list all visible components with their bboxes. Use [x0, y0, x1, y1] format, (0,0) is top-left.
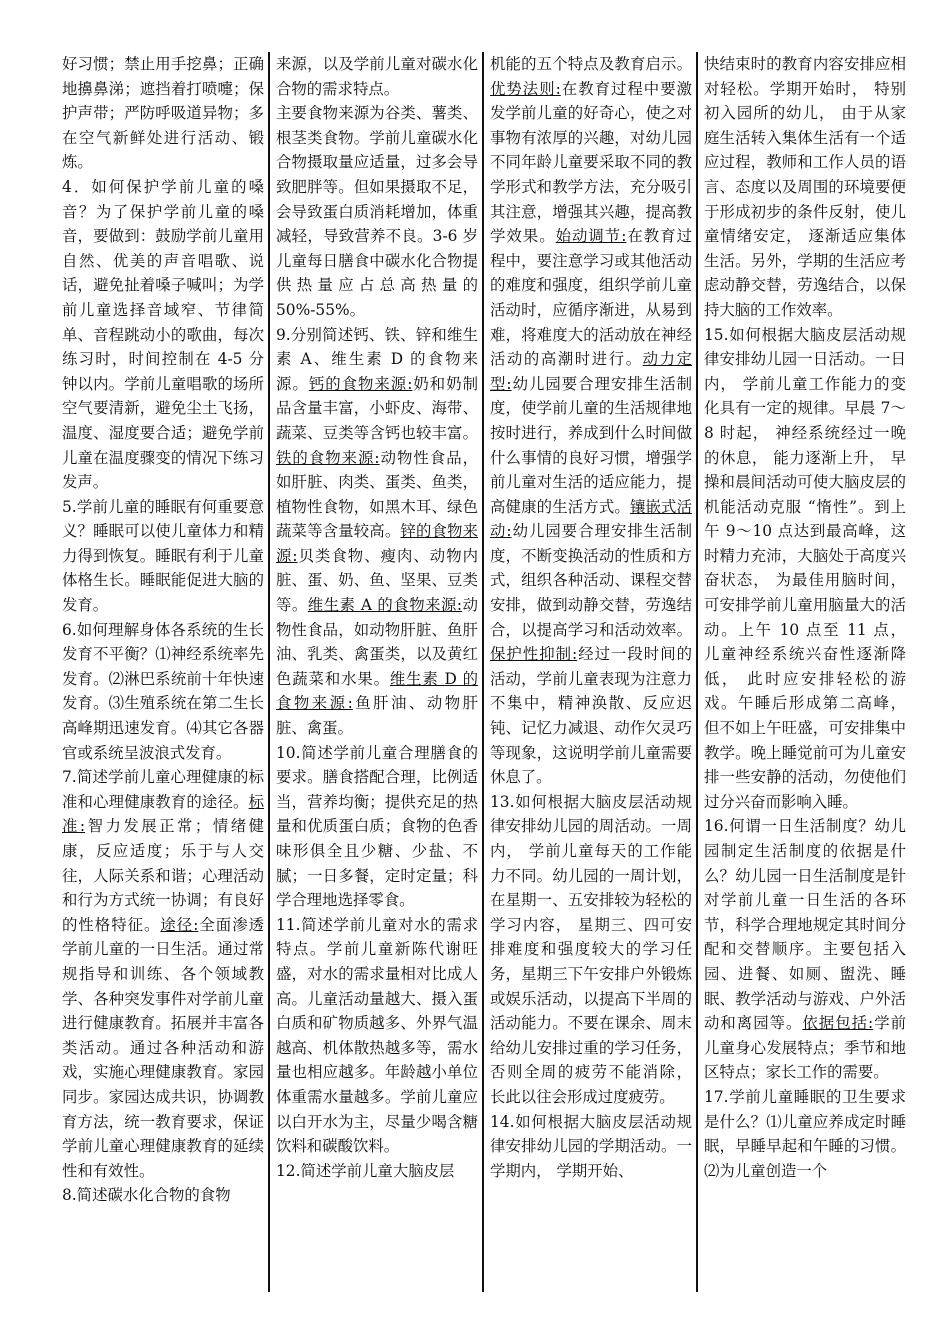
q12-protective-inhibition-text: 经过一段时间的活动，学前儿童表现为注意力不集中，精神涣散、反应迟钝、记忆力减退、动作欠灵巧等现象，这说明学前儿童需要休息了。 [490, 645, 692, 787]
paragraph-q17-sleep-hygiene: 17.学前儿童睡眠的卫生要求是什么？⑴儿童应养成定时睡眠，早睡早起和午睡的习惯。⑵为儿童创造一个 [704, 1087, 906, 1180]
paragraph-q12-answer [490, 52, 692, 790]
q9-vitamin-d-text: 鱼肝油、动物肝脏、禽蛋。 [276, 694, 478, 738]
paragraph-q13-weekly: 13.如何根据大脑皮层活动规律安排幼儿园的周活动。一周内， 学前儿童每天的工作能力不同。幼儿园的一周计划， 在星期一、五安排较为轻松的学习内容， 星期三、四可安排难度和强度较大的学习任务，星期三下午安排户外锻炼或娱乐活动，以提高下半周的活动能力。不要在课余、周末给幼儿安排过重的学习任务， 否则全周的疲劳不能消除， 长此以往会形成过度疲劳。 [490, 792, 692, 1106]
paragraph-q4-voice-protection: 4．如何保护学前儿童的嗓音？为了保护学前儿童的嗓音，要做到：鼓励学前儿童用自然、优美的声音唱歌、说话，避免扯着嗓子喊叫；为学前儿童选择音域窄、节律简单、音程跳动小的歌曲，每次练习时，时间控制在 4-5 分钟以内。学前儿童唱歌的场所空气要清新，避免尘土飞扬，温度、湿度要合适；避免学前儿童在温度骤变的情况下练习发声。 [62, 177, 264, 492]
paragraph-q5-sleep-significance: 5.学前儿童的睡眠有何重要意义？睡眠可以使儿童体力和精力得到恢复。睡眠有利于儿童体格生长。睡眠能促进大脑的发育。 [62, 497, 264, 615]
q12-start-regulation-text: 在教育过程中，要注意学习或其他活动的难度和强度，组织学前儿童活动时，应循序渐进，从易到难，将难度大的活动放在神经活动的高潮时进行。 [490, 227, 692, 369]
q16-question: 16.何谓一日生活制度？幼儿园制定生活制度的依据是什么？幼儿园一日生活制度是针对学前儿童一日生活的各环节，科学合理地规定其时间分配和交替顺序。主要包括入园、进餐、如厕、盥洗、睡眠、教学活动与游戏、户外活动和离园等。 [704, 817, 906, 1033]
q9-vitamin-a-text: 动物性食品，如动物肝脏、鱼肝油、乳类、禽蛋类，以及黄红色蔬菜和水果。 [276, 596, 478, 688]
q12-label-dominance: 优势法则: [490, 79, 561, 98]
document-page [62, 52, 908, 1292]
paragraph-q14-start: 14.如何根据大脑皮层活动规律安排幼儿园的学期活动。一学期内， 学期开始、 [490, 1112, 692, 1180]
q9-zinc-text: 贝类食物、瘦肉、动物内脏、蛋、奶、鱼、坚果、豆类等。 [276, 546, 478, 615]
q7-label-standard: 标准: [62, 792, 264, 836]
text-column-4 [704, 52, 906, 1292]
q12-mosaic-activity-text: 幼儿园要合理安排生活制度，不断变换活动的性质和方式，组织各种活动、课程交替安排，做到动静交替，劳逸结合，以提高学习和活动效率。 [490, 522, 692, 639]
paragraph-q8-continued: 来源，以及学前儿童对碳水化合物的需求特点。 [276, 55, 478, 98]
text-column-3 [490, 52, 692, 1292]
q9-label-vitamin-d: 维生素 D 的食物来源: [276, 669, 478, 713]
paragraph-respiratory-habits: 好习惯；禁止用手挖鼻；正确地擤鼻涕；遮挡着打喷嚏；保护声带；严防呼吸道异物；多在空气新鲜处进行活动、锻炼。 [62, 55, 264, 172]
paragraph-q10-diet: 10.简述学前儿童合理膳食的要求。膳食搭配合理，比例适当，营养均衡；提供充足的热量和优质蛋白质；食物的色香味形俱全且少糖、少盐、不腻；一日多餐，定时定量；科学合理地选择零食。 [276, 743, 478, 910]
q9-calcium-text: 奶和奶制品含量丰富，小虾皮、海带、蔬菜、豆类等含钙也较丰富。 [276, 374, 478, 442]
q12-label-mosaic-activity: 镶嵌式活动: [490, 497, 692, 541]
column-divider-3 [696, 52, 698, 1292]
q7-standard-text: 智力发展正常；情绪健康，反应适度；乐于与人交往，人际关系和谐；心理活动和行为方式统一协调；有良好的性格特征。 [62, 817, 264, 934]
paragraph-q6-uneven-development: 6.如何理解身体各系统的生长发育不平衡？⑴神经系统率先发育。⑵淋巴系统前十年快速发育。⑶生殖系统在第二生长高峰期迅速发育。⑷其它各器官或系统呈波浪式发育。 [62, 620, 264, 762]
q16-basis-text: 学前儿童身心发展特点；季节和地区特点；家长工作的需要。 [704, 1014, 906, 1082]
paragraph-q8-start: 8.简述碳水化合物的食物 [62, 1186, 231, 1205]
q12-dynamic-stereotype-text: 幼儿园要合理安排生活制度，使学前儿童的生活规律地按时进行，养成到什么时间做什么事情的良好习惯，增强学前儿童对生活的适应能力，提高健康的生活方式。 [490, 374, 692, 516]
q16-label-basis: 依据包括: [802, 1014, 874, 1033]
q12-dominance-text: 在教育过程中要激发学前儿童的好奇心，使之对事物有浓厚的兴趣，对幼儿园不同年龄儿童要采取不同的教学形式和教学方法，充分吸引其注意，增强其兴趣，提高教学效果。 [490, 79, 692, 246]
q12-label-dynamic-stereotype: 动力定型: [490, 350, 692, 393]
q9-iron-text: 动物性食品，如肝脏、肉类、蛋类、鱼类，植物性食物，如黑木耳、绿色蔬菜等含量较高。 [276, 448, 478, 541]
column-divider-1 [268, 52, 270, 1292]
paragraph-q8-answer: 主要食物来源为谷类、薯类、根茎类食物。学前儿童碳水化合物摄取量应适量，过多会导致肥胖等。但如果摄取不足，会导致蛋白质消耗增加，体重减轻，导致营养不良。3-6 岁儿童每日膳食中碳水化合物提供热量应占总高热量的 50%-55%。 [276, 104, 478, 319]
q7-label-approach: 途径: [160, 915, 199, 934]
q9-label-zinc: 锌的食物来源: [276, 522, 478, 565]
paragraph-q9-food-sources [276, 323, 478, 741]
q7-approach-text: 全面渗透学前儿童的一日生活。通过常规指导和训练、各个领域教学、各种突发事件对学前儿童进行健康教育。拓展并丰富各类活动。通过各种活动和游戏，实施心理健康教育。家园同步。家园达成共识，协调教育方法，统一教育要求，保证学前儿童心理健康教育的延续性和有效性。 [62, 915, 264, 1180]
q9-label-iron: 铁的食物来源: [276, 448, 380, 467]
q12-label-start-regulation: 始动调节: [555, 227, 627, 246]
text-column-1 [62, 52, 264, 1292]
q12-label-protective-inhibition: 保护性抑制: [490, 645, 578, 664]
paragraph-q11-water: 11.简述学前儿童对水的需求特点。学前儿童新陈代谢旺盛，对水的需求量相对比成人高。儿童活动量越大、摄入蛋白质和矿物质越多、外界气温越高、机体散热越多等，需水量也相应越多。年龄越小单位体重需水量越多。学前儿童应以白开水为主，尽量少喝含糖饮料和碳酸饮料。 [276, 915, 478, 1156]
q9-label-calcium: 钙的食物来源: [308, 374, 413, 393]
paragraph-q14-continued: 快结束时的教育内容安排应相对轻松。学期开始时， 特别初入园所的幼儿， 由于从家庭生活转入集体生活有一个适应过程，教师和工作人员的语言、态度以及周围的环境要便于形成初步的条件反射，使儿童情绪安定， 逐渐适应集体生活。另外，学期的生活应考虑动静交替，劳逸结合，以保持大脑的工作效率。 [704, 55, 906, 319]
paragraph-q15-daily: 15.如何根据大脑皮层活动规律安排幼儿园一日活动。一日内， 学前儿童工作能力的变化具有一定的规律。早晨 7～8 时起， 神经系统经过一晚的休息， 能力逐渐上升， 早操和晨间活动可使大脑皮层的机能活动克服 “惰性”。到上午 9～10 点达到最高峰，这时精力充沛，大脑处于高度兴奋状态， 为最佳用脑时间， 可安排学前儿童用脑量大的活动。上午 10 点至 11 点， 儿童神经系统兴奋性逐渐降低， 此时应安排轻松的游戏。午睡后形成第二高峰， 但不如上午旺盛，可安排集中教学。晚上睡觉前可为儿童安排一些安静的活动，勿使他们过分兴奋而影响入睡。 [704, 325, 906, 811]
paragraph-q12-start: 12.简述学前儿童大脑皮层 [276, 1161, 455, 1180]
q7-question: 7.简述学前儿童心理健康的标准和心理健康教育的途径。 [62, 768, 264, 811]
paragraph-q16-schedule [704, 814, 906, 1085]
paragraph-q7-mental-health [62, 765, 264, 1183]
text-column-2 [276, 52, 478, 1292]
q12-question-continued: 机能的五个特点及教育启示。 [490, 55, 692, 73]
column-divider-2 [482, 52, 484, 1292]
q9-question: 9.分别简述钙、铁、锌和维生素 A、维生素 D 的食物来源。 [276, 325, 478, 393]
q9-label-vitamin-a: 维生素 A 的食物来源: [307, 596, 463, 615]
